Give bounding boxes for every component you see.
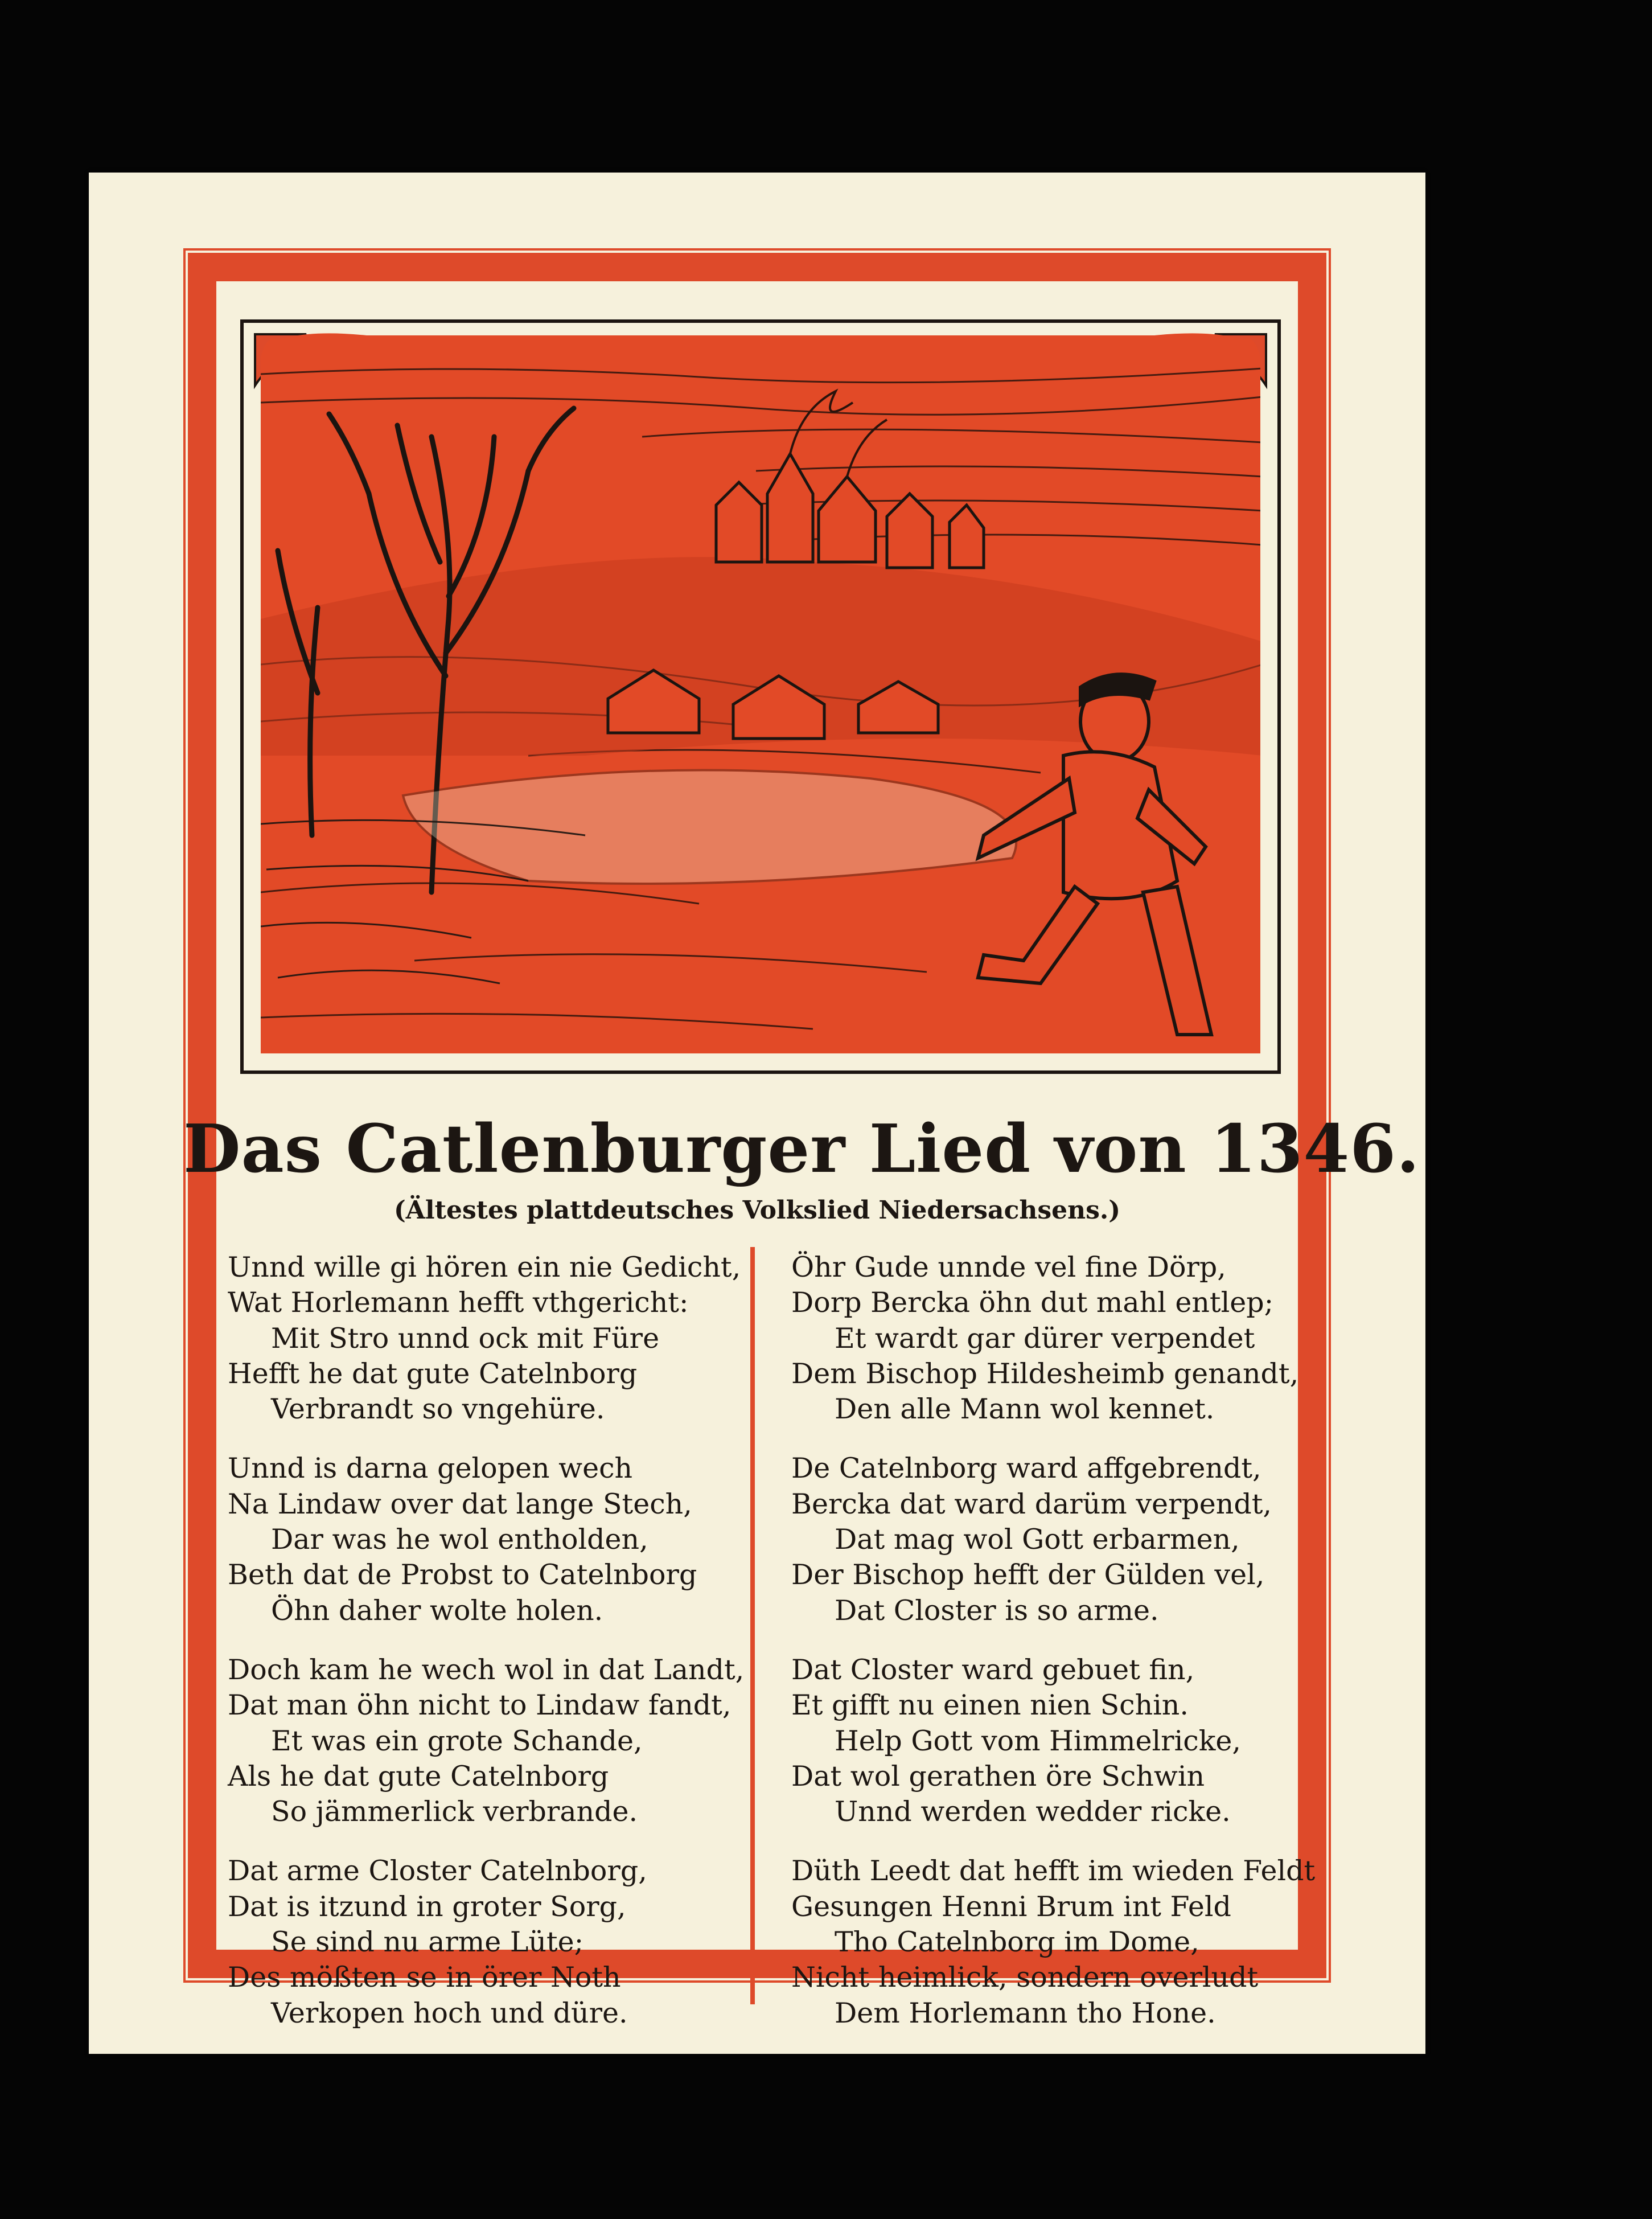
verse-line: Wat Horlemann hefft vthgericht: <box>228 1286 689 1319</box>
verse-line: Na Lindaw over dat lange Stech, <box>228 1487 692 1520</box>
verse-line: Düth Leedt dat hefft im wieden Feldt <box>791 1855 1316 1888</box>
verse-line: Mit Stro unnd ock mit Füre <box>271 1322 660 1355</box>
stanza-6 <box>791 1451 1326 1628</box>
stanza-4 <box>228 1853 763 2031</box>
verse-line: Doch kam he wech wol in dat Landt, <box>228 1653 745 1686</box>
verse-line: Verkopen hoch und düre. <box>271 1996 628 2029</box>
verse-line: Hefft he dat gute Catelnborg <box>228 1357 638 1390</box>
verse-line: Et gifft nu einen nien Schin. <box>791 1689 1189 1722</box>
verse-line: Et wardt gar dürer verpendet <box>835 1322 1255 1355</box>
page-subtitle: (Ältestes plattdeutsches Volkslied Niedersachsens.) <box>393 1196 1121 1225</box>
stanza-7 <box>791 1652 1326 1830</box>
page-title: Das Catlenburger Lied von 1346. <box>183 1110 1420 1188</box>
verse-line: Des mößten se in örer Noth <box>228 1961 621 1994</box>
verse-line: Et was ein grote Schande, <box>271 1724 643 1757</box>
stanza-2 <box>228 1451 763 1628</box>
verse-line: So jämmerlick verbrande. <box>271 1795 638 1828</box>
verse-line: Dat Closter is so arme. <box>835 1594 1159 1627</box>
burning-castle-icon <box>244 323 1277 1070</box>
verse-line: Den alle Mann wol kennet. <box>835 1393 1215 1426</box>
verse-line: Dem Horlemann tho Hone. <box>835 1996 1216 2029</box>
verse-line: Dat man öhn nicht to Lindaw fandt, <box>228 1689 732 1722</box>
verse-line: Unnd is darna gelopen wech <box>228 1452 633 1485</box>
verse-line: Help Gott vom Himmelricke, <box>835 1724 1241 1757</box>
verse-line: Unnd wille gi hören ein nie Gedicht, <box>228 1251 741 1283</box>
verse-line: Dorp Bercka öhn dut mahl entlep; <box>791 1286 1274 1319</box>
verse-line: Gesungen Henni Brum int Feld <box>791 1890 1231 1923</box>
verse-line: Bercka dat ward darüm verpendt, <box>791 1487 1272 1520</box>
left-column <box>228 1250 763 2055</box>
verse-line: Dar was he wol entholden, <box>271 1523 648 1556</box>
stanza-1 <box>228 1250 763 1427</box>
verse-line: Dat mag wol Gott erbarmen, <box>835 1523 1240 1556</box>
verse-line: Verbrandt so vngehüre. <box>271 1393 605 1426</box>
verse-line: Nicht heimlick, sondern overludt <box>791 1961 1259 1994</box>
verse-line: Der Bischop hefft der Gülden vel, <box>791 1558 1265 1592</box>
illustration-frame <box>240 319 1281 1074</box>
verse-line: Als he dat gute Catelnborg <box>228 1759 609 1793</box>
verse-line: Dem Bischop Hildesheimb genandt, <box>791 1357 1299 1390</box>
verse-line: Unnd werden wedder ricke. <box>835 1795 1231 1828</box>
verse-line: Dat Closter ward gebuet fin, <box>791 1653 1195 1686</box>
verse-line: De Catelnborg ward affgebrendt, <box>791 1452 1261 1485</box>
stanza-5 <box>791 1250 1326 1427</box>
verse-line: Tho Catelnborg im Dome, <box>835 1926 1199 1959</box>
verse-line: Se sind nu arme Lüte; <box>271 1926 584 1959</box>
verse-line: Dat wol gerathen öre Schwin <box>791 1759 1205 1793</box>
right-column <box>791 1250 1326 2055</box>
verse-line: Dat arme Closter Catelnborg, <box>228 1855 647 1888</box>
verse-line: Dat is itzund in groter Sorg, <box>228 1890 626 1923</box>
stanza-3 <box>228 1652 763 1830</box>
verse-line: Öhn daher wolte holen. <box>271 1594 603 1627</box>
stanza-8 <box>791 1853 1326 2031</box>
verse-line: Öhr Gude unnde vel fine Dörp, <box>791 1251 1226 1283</box>
verse-line: Beth dat de Probst to Catelnborg <box>228 1558 697 1592</box>
